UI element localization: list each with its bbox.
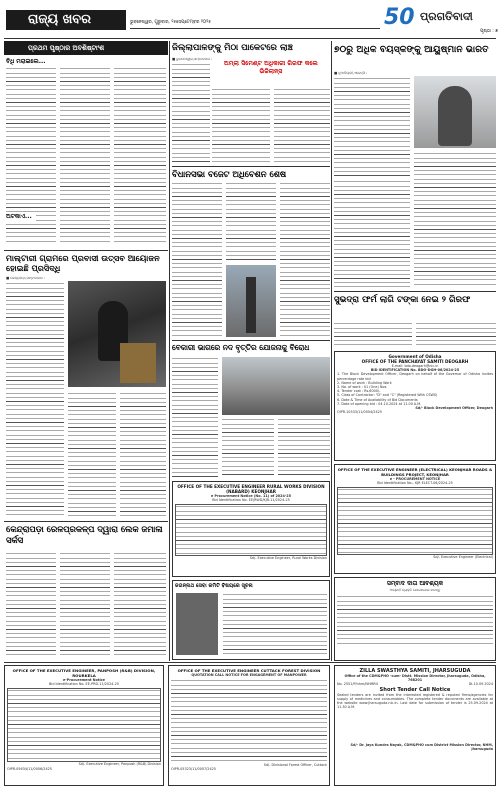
right-top-text-1 xyxy=(334,77,410,177)
panposh-sign: Sd/- Executive Engineer, Panposh (R&B) Division xyxy=(78,762,161,767)
panchayat-office: OFFICE OF THE PANCHAYAT SAMITI DEOGARH xyxy=(361,359,469,364)
mid-second-text-2 xyxy=(226,182,276,262)
panchayat-item-5: 5. Class of Contractor: "D" and "C" (Registered With CSWS) xyxy=(337,393,438,398)
panchayat-item-7: 7. Date of opening bid : 04.10.2024 at 11.00 A.M. xyxy=(337,401,422,406)
left-text-block-2 xyxy=(60,67,110,245)
mid-second-text-1 xyxy=(172,182,222,337)
mid-bottom-feature xyxy=(172,580,330,660)
rural-works-notice: e Procurement Notice (No. 11) of 2024-25 xyxy=(210,494,292,498)
photo-podium xyxy=(120,343,156,383)
mid-third-text-3 xyxy=(278,418,330,477)
panchayat-item-1: 1. The Block Development Officer, Deogarh on behalf of the Governor of Odisha invites percentage rate bid xyxy=(337,372,493,381)
right-divider-1 xyxy=(334,291,496,292)
panchayat-item-2: 2. Name of work : Building Work xyxy=(337,380,392,385)
panposh-title: OFFICE OF THE EXECUTIVE ENGINEER, PANPOSH (R&B) DIVISION, ROURKELA xyxy=(12,668,156,678)
mid-second-headline: ବିଧାନସଭା ବଜେଟ ଅଧିବେଶନ ଶେଷ xyxy=(172,169,287,179)
left-mid-text-3 xyxy=(120,392,166,518)
electrical-table xyxy=(337,487,493,555)
panposh-notice: e-Procurement Notice xyxy=(63,678,105,682)
mid-bottom-image xyxy=(176,593,218,655)
paper-name: ପ୍ରଗତିବାଦୀ xyxy=(420,10,473,23)
left-subhead-2: ଅଟକାଏ... xyxy=(6,213,36,221)
rural-works-title: OFFICE OF THE EXECUTIVE ENGINEER RURAL WORKS DIVISION (NABARD) KEONJHAR xyxy=(177,484,325,494)
left-top-banner-box xyxy=(4,41,168,55)
right-top-headline: ୭୦ରୁ ଅଧିକ ବୟସ୍କଙ୍କୁ ଆୟୁଷ୍ମାନ ଭାରତ xyxy=(334,44,489,55)
panposh-bid: Bid Identification No. EE-PRD-11/2024-25 xyxy=(49,682,119,687)
panchayat-email: E-mail: bdo.deogarh@nic.in xyxy=(391,364,439,368)
left-mid-headline: ମାଲ୍ଟାରୀ ଗ୍ରାମରେ ପ୍ରବାସୀ ଉତ୍ସବ ଆୟୋଜନ ହୋଇଛି ପ୍ରସିଦ୍ଧି xyxy=(6,253,160,273)
mid-divider-1 xyxy=(172,166,330,167)
left-divider-1 xyxy=(4,250,168,251)
mid-bottom-text xyxy=(223,593,327,655)
col-rule-1 xyxy=(169,41,170,661)
left-bottom-headline: କେନ୍ଦ୍ରାପଡ଼ା ରେଳପ୍ରକଳ୍ପ ଦ୍ୱାରା ଲେକ ଜମାଳା ସର୍କସ xyxy=(6,524,163,545)
left-top-banner: ପ୍ରଥମ ପୃଷ୍ଠାର ଅବଶିଷ୍ଟାଂଶ xyxy=(28,44,105,52)
col-rule-2 xyxy=(331,41,332,661)
right-third-text-1 xyxy=(334,322,412,348)
mid-top-headline: ଜିଲ୍ଲାପାଳଙ୍କୁ ମିଠା ପାକେଟରେ ଲାଞ୍ଚ xyxy=(172,43,293,53)
left-bottom-text-1 xyxy=(6,552,56,657)
mid-bottom-title: ଜଗନ୍ନାଥ ସେବା କମିଟି ବିଷୟରେ ସୂଚନା xyxy=(175,583,253,589)
left-bottom-text-2 xyxy=(60,552,110,657)
right-top-text-2 xyxy=(414,152,496,288)
mid-top-kicker-box xyxy=(212,60,330,86)
section-subline: ଭୁବନେଶ୍ୱର, ଗୁରୁବାର, ୨୫ସେପ୍ଟେମ୍ବର ୨୦୨୫ xyxy=(130,20,212,25)
masthead-bottom-rule xyxy=(4,38,496,39)
panchayat-ad xyxy=(334,351,496,461)
small-ad-text xyxy=(337,595,493,647)
mid-third-text-2 xyxy=(222,418,274,477)
masthead-bar xyxy=(0,0,500,38)
panchayat-item-6: 6. Date & Time of Availability of Bid Documents xyxy=(337,397,418,402)
rural-works-bid: Bid Identification No. EE/RWD/KJR-11/2024-25 xyxy=(212,498,290,503)
mid-third-headline: ବେକାରୀ ଭାଗରେ ନଦ ବୃତ୍ତିର ଯୋଜନାକୁ ବିରୋଧ xyxy=(172,343,310,352)
left-mid-photo xyxy=(68,281,166,387)
left-mid-dateline: ■ କେନ୍ଦ୍ରାପଡ଼ା,ସମ୍ବାଦଦାତା : xyxy=(6,276,45,280)
right-third-headline: ସୁଭଦ୍ରା ଫର୍ମ ଲାଗି ଟଙ୍କା ନେଇ ୨ ଗିରଫ xyxy=(334,295,471,305)
mahanadi-text xyxy=(171,679,327,763)
panchayat-govt: Government of Odisha xyxy=(388,354,442,359)
left-bottom-text-3 xyxy=(114,552,166,657)
health-sign: Sd/- Dr. Jaya Kundra Nayak, CDM&PHO cum District Mission Director, NHM, Jharsuguda xyxy=(350,742,493,751)
rural-works-sign: Sd/- Executive Engineer, Rural Works Division xyxy=(249,556,327,561)
anniversary-number: 50 xyxy=(384,5,415,30)
left-mid-text-2 xyxy=(68,392,116,518)
health-body: Sealed tenders are invited from the interested registered & reputed firms/agencies for supply of medicines and consumables. The complete tender documents are available at the website www.jharsuguda.nic.in. Last date for submission of tender is 25.09.2024 at 11.30 A.M. xyxy=(337,692,493,710)
page-label: ପୃଷ୍ଠା : ୭ xyxy=(480,29,498,34)
mid-third-text-1 xyxy=(172,357,218,477)
left-divider-2 xyxy=(4,521,168,522)
small-ad-title: ସମ୍ବାଦ ଦାତା ଆବଶ୍ୟକ xyxy=(386,580,444,587)
mid-divider-2 xyxy=(172,340,330,341)
bottom-strip-rule xyxy=(4,662,496,663)
panchayat-item-4: 4. Tender cost : Rs.6000/- xyxy=(337,389,381,394)
rural-works-table xyxy=(175,504,327,556)
section-title: ରାଜ୍ୟ ଖବର xyxy=(28,12,92,27)
panchayat-oipr: OIPR-10533/11/0004/2425 xyxy=(337,410,382,415)
electrical-sign: Sd/- Executive Engineer (Electrical) xyxy=(433,555,493,560)
health-sub: Office of the CDM&PHO -cum- Distt. Mission Director, Jharsuguda, Odisha, 768201 xyxy=(344,674,486,683)
section-title-box xyxy=(6,10,126,30)
panposh-table xyxy=(7,688,161,762)
electrical-bid: Bid Identification No.- KJR ELECT-06/2024-25 xyxy=(377,481,453,486)
health-date: Dt.10.09.2024 xyxy=(468,682,493,687)
health-head: Short Tender Call Notice xyxy=(379,686,451,693)
mahanadi-oipr: OIPR-05323/11/0007/2425 xyxy=(171,767,216,772)
small-ad-line: ଆଗ୍ରହୀ ବ୍ୟକ୍ତି ଯୋଗାଯୋଗ କରନ୍ତୁ xyxy=(389,588,441,592)
health-ad xyxy=(334,665,496,786)
left-subhead-1: ବିଧି ମରାଇଲେ... xyxy=(6,58,46,65)
mahanadi-ad xyxy=(168,665,330,786)
panchayat-notice: BID IDENTIFICATION No. BDO-DGH-06/2024-25 xyxy=(370,368,460,373)
right-top-dateline: ■ ନୂଆଦିଲ୍ଲୀ,ଏଜେନ୍ସି : xyxy=(334,71,368,75)
rural-works-ad xyxy=(172,481,330,577)
right-top-photo xyxy=(414,76,496,148)
mahanadi-sign: Sd/- Divisional Forest Officer, Cuttack xyxy=(263,763,327,768)
masthead-rule xyxy=(130,28,380,29)
mahanadi-notice: QUOTATION CALL NOTICE FOR ENGAGEMENT OF MANPOWER xyxy=(191,673,307,677)
right-third-text-2 xyxy=(416,322,496,348)
mid-third-photo xyxy=(222,357,330,415)
mid-top-dateline: ■ ଭୁବନେଶ୍ୱର,ସମ୍ବାଦଦାତା : xyxy=(172,57,213,61)
right-top-text-3 xyxy=(334,180,410,288)
photo-minister-silhouette xyxy=(438,86,472,146)
mid-top-text-1 xyxy=(172,63,210,163)
small-ad xyxy=(334,577,496,661)
mahanadi-title: OFFICE OF THE EXECUTIVE ENGINEER CUTTACK FOREST DIVISION xyxy=(177,668,321,673)
mid-second-text-3 xyxy=(280,182,330,337)
panposh-ad xyxy=(4,665,164,786)
electrical-title: OFFICE OF THE EXECUTIVE ENGINEER (ELECTRICAL) KEONJHAR ROADS & BUILDINGS PROJECT, KEONJHAR xyxy=(337,467,493,477)
anniversary-logo xyxy=(384,4,420,34)
health-no: No. 2551/P/nhm/NHMR4 xyxy=(337,682,378,687)
left-text-block-3 xyxy=(114,67,166,245)
panchayat-item-3: 3. No. of work : 01 (One) Nos. xyxy=(337,385,388,390)
mid-second-photo xyxy=(226,265,276,337)
panchayat-sign: Sd/- Block Development Officer, Deogarh xyxy=(415,406,493,411)
electrical-ad xyxy=(334,464,496,574)
photo-statue xyxy=(246,277,256,333)
panposh-oipr: OIPR-05634/11/0006/2425 xyxy=(7,766,52,771)
left-mid-text-1 xyxy=(6,282,64,518)
mid-top-text-3 xyxy=(274,88,330,163)
electrical-notice: e - PROCUREMENT NOTICE xyxy=(389,477,441,481)
health-title: ZILLA SWASTHYA SAMITI, JHARSUGUDA xyxy=(359,668,471,674)
mid-top-kicker: ଅମ୍ଲା ସିମେଣ୍ଟ ଅଧିକାରୀ ଗିରଫ କଲେ ଭିଜିଲାନ୍ସ xyxy=(224,60,318,75)
mid-top-text-2 xyxy=(212,88,270,163)
